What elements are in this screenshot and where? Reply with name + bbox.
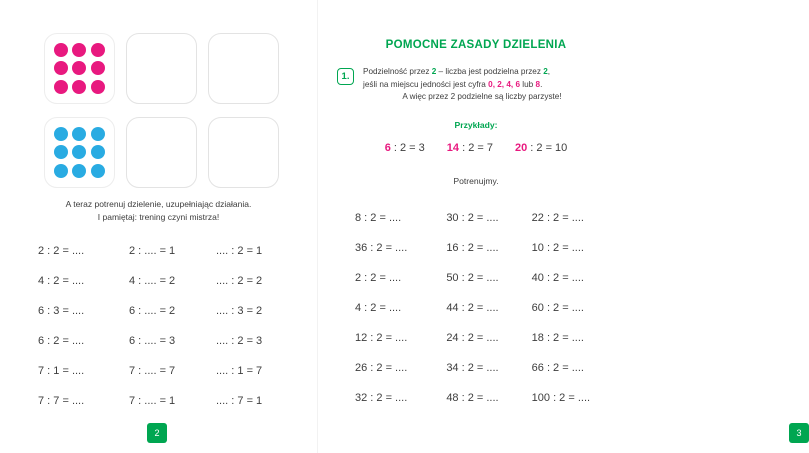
blue-dot-grid (53, 126, 107, 180)
exercise-item[interactable]: 32 : 2 = .... (355, 392, 408, 404)
exercise-item[interactable]: .... : 7 = 1 (216, 395, 263, 407)
examples-row (317, 142, 635, 154)
exercise-item[interactable]: 16 : 2 = .... (446, 242, 499, 254)
empty-box-4[interactable] (208, 117, 279, 188)
dot-blue (72, 164, 86, 178)
rule-text-part: , (547, 67, 551, 76)
exercise-item[interactable]: 7 : 7 = .... (38, 395, 85, 407)
exercise-item[interactable]: 7 : 1 = .... (38, 365, 85, 377)
practice-label: Potrenujmy. (453, 176, 499, 186)
example-item (385, 142, 425, 154)
exercise-item[interactable]: .... : 3 = 2 (216, 305, 263, 317)
dot-pink (91, 61, 105, 75)
empty-box-2[interactable] (208, 33, 279, 104)
example-item (447, 142, 493, 154)
rule-text-part: – liczba jest podzielna przez (436, 67, 544, 76)
pink-dots-box (44, 33, 115, 104)
exercise-item[interactable]: 36 : 2 = .... (355, 242, 408, 254)
exercise-item[interactable]: 6 : 2 = .... (38, 335, 85, 347)
exercise-item[interactable]: 34 : 2 = .... (446, 362, 499, 374)
rule-line-1 (363, 66, 617, 79)
table-row (34, 386, 289, 416)
dot-blue (91, 145, 105, 159)
dot-pink (91, 80, 105, 94)
dot-box-row-1 (44, 33, 279, 104)
exercise-item[interactable]: 48 : 2 = .... (446, 392, 499, 404)
rule-digits: 0, 2, 4, 6 (488, 79, 521, 89)
page-number-left: 2 (147, 423, 167, 443)
dot-pink (54, 80, 68, 94)
table-row (34, 356, 289, 386)
empty-box-1[interactable] (126, 33, 197, 104)
rule-highlight: 2 (431, 67, 437, 76)
exercise-item[interactable]: 7 : .... = 7 (129, 365, 176, 377)
rule-line-3: A więc przez 2 podzielne są liczby parzyste! (402, 92, 562, 101)
example-rest: : 2 = 3 (390, 142, 425, 154)
rule-highlight: 2 (543, 67, 548, 76)
exercise-item[interactable]: 8 : 2 = .... (355, 212, 402, 224)
left-instruction-line-2: I pamiętaj: trening czyni mistrza! (97, 212, 220, 222)
exercise-item[interactable]: 4 : .... = 2 (129, 275, 176, 287)
table-row (351, 263, 613, 293)
table-row (34, 296, 289, 326)
exercise-item[interactable]: 50 : 2 = .... (446, 272, 499, 284)
example-rest: : 2 = 10 (527, 142, 568, 154)
page-number-right: 3 (789, 423, 809, 443)
exercise-item[interactable]: 24 : 2 = .... (446, 332, 499, 344)
pink-dot-grid (53, 42, 107, 96)
table-row (34, 266, 289, 296)
examples-label: Przykłady: (454, 120, 498, 130)
left-instruction (0, 198, 317, 224)
rule-block (337, 66, 617, 104)
table-row (351, 233, 613, 263)
exercise-item[interactable]: 26 : 2 = .... (355, 362, 408, 374)
rule-line-2 (363, 79, 617, 92)
left-page (0, 0, 317, 453)
rule-text (363, 66, 617, 104)
exercise-item[interactable]: 22 : 2 = .... (531, 212, 584, 224)
exercise-item[interactable]: .... : 2 = 3 (216, 335, 263, 347)
exercise-item[interactable]: 2 : 2 = .... (38, 245, 85, 257)
exercise-item[interactable]: 100 : 2 = .... (531, 392, 591, 404)
exercise-item[interactable]: 44 : 2 = .... (446, 302, 499, 314)
exercise-item[interactable]: 30 : 2 = .... (446, 212, 499, 224)
left-exercise-table (34, 236, 289, 416)
rule-text-part: . (540, 79, 543, 89)
empty-box-3[interactable] (126, 117, 197, 188)
exercise-item[interactable]: .... : 1 = 7 (216, 365, 263, 377)
rule-text-part: Podzielność przez (363, 67, 432, 76)
exercise-item[interactable]: 7 : .... = 1 (129, 395, 176, 407)
exercise-item[interactable]: 10 : 2 = .... (531, 242, 584, 254)
exercise-item[interactable]: 60 : 2 = .... (531, 302, 584, 314)
example-dividend: 14 (446, 142, 460, 154)
dot-pink (72, 80, 86, 94)
dot-box-row-2 (44, 117, 279, 188)
table-row (351, 383, 613, 413)
example-dividend: 6 (384, 142, 391, 154)
dot-blue (54, 164, 68, 178)
dot-blue (54, 145, 68, 159)
table-row (351, 353, 613, 383)
exercise-item[interactable]: .... : 2 = 2 (216, 275, 263, 287)
table-row (351, 323, 613, 353)
exercise-item[interactable]: 66 : 2 = .... (531, 362, 584, 374)
exercise-item[interactable]: 6 : .... = 3 (129, 335, 176, 347)
left-instruction-line-1: A teraz potrenuj dzielenie, uzupełniając działania. (65, 199, 252, 209)
right-exercise-table (351, 203, 613, 413)
rule-text-part: jeśli na miejscu jedności jest cyfra (363, 79, 489, 89)
exercise-item[interactable]: 12 : 2 = .... (355, 332, 408, 344)
table-row (351, 293, 613, 323)
exercise-item[interactable]: 2 : 2 = .... (355, 272, 402, 284)
exercise-item[interactable]: .... : 2 = 1 (216, 245, 263, 257)
dot-blue (91, 127, 105, 141)
dot-blue (72, 127, 86, 141)
exercise-item[interactable]: 4 : 2 = .... (355, 302, 402, 314)
exercise-item[interactable]: 6 : 3 = .... (38, 305, 85, 317)
dot-blue (72, 145, 86, 159)
rule-number-badge: 1. (337, 68, 354, 85)
exercise-item[interactable]: 4 : 2 = .... (38, 275, 85, 287)
exercise-item[interactable]: 18 : 2 = .... (531, 332, 584, 344)
dot-pink (54, 61, 68, 75)
right-page (317, 0, 802, 453)
example-rest: : 2 = 7 (459, 142, 493, 154)
dot-blue (91, 164, 105, 178)
rule-text-part: lub (520, 79, 536, 89)
example-dividend: 20 (514, 142, 528, 154)
dot-pink (72, 43, 86, 57)
dot-pink (54, 43, 68, 57)
table-row (34, 326, 289, 356)
dot-blue (54, 127, 68, 141)
exercise-item[interactable]: 40 : 2 = .... (531, 272, 584, 284)
exercise-item[interactable]: 2 : .... = 1 (129, 245, 176, 257)
blue-dots-box (44, 117, 115, 188)
dot-pink (72, 61, 86, 75)
table-row (351, 203, 613, 233)
dot-pink (91, 43, 105, 57)
rule-digit-eight: 8 (535, 79, 541, 89)
page-title: POMOCNE ZASADY DZIELENIA (385, 39, 567, 51)
exercise-item[interactable]: 6 : .... = 2 (129, 305, 176, 317)
example-item (515, 142, 567, 154)
table-row (34, 236, 289, 266)
